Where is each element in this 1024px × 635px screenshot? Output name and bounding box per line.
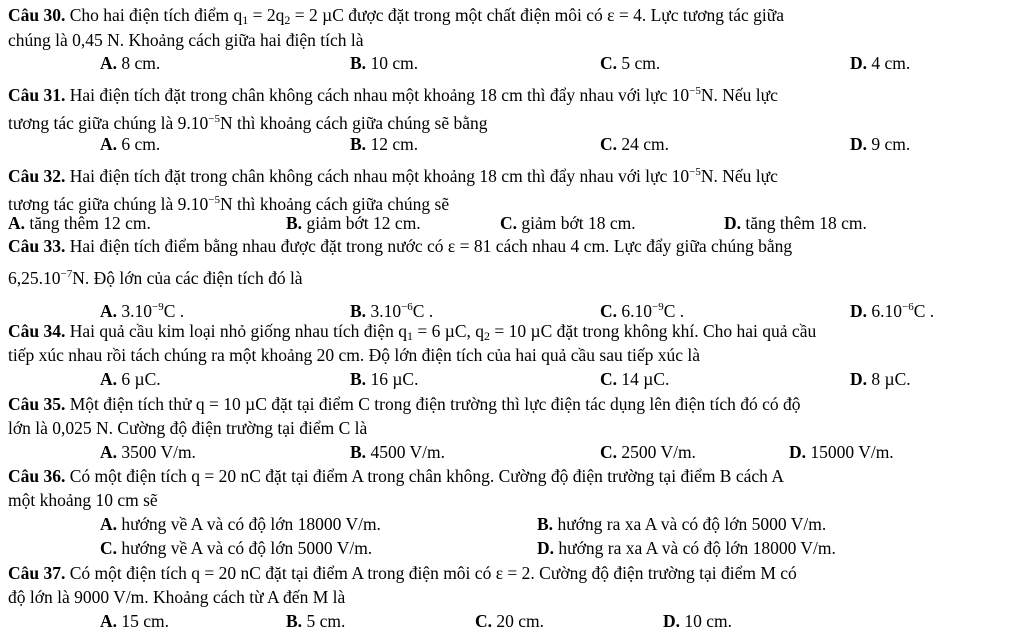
question-text: lớn là 0,025 N. Cường độ điện trường tại điểm C là (8, 418, 368, 438)
question-number: Câu 31. (8, 85, 66, 105)
math-exponent: −6 (902, 301, 914, 313)
question-number: Câu 32. (8, 166, 66, 186)
option-b (350, 133, 418, 155)
question-text: . Nếu lực (713, 85, 778, 105)
question-text: tương tác giữa chúng là (8, 194, 178, 214)
question-31-line2 (8, 108, 1014, 133)
option-text: giảm bớt 18 cm. (517, 213, 636, 233)
option-letter: A. (100, 514, 118, 534)
option-text: 8 µC. (867, 369, 911, 389)
question-text: Hai quả cầu kim loại nhỏ giống nhau tích điện q (65, 321, 408, 341)
option-text: 6 µC. (117, 369, 161, 389)
option-b (350, 368, 418, 390)
option-letter: C. (600, 442, 618, 462)
option-text: hướng ra xa A và có độ lớn 5000 V/m. (553, 514, 827, 534)
option-c (600, 441, 696, 463)
option-text: 14 µC. (617, 369, 670, 389)
option-text: 10 cm. (680, 611, 733, 631)
option-letter: D. (850, 53, 868, 73)
math-exponent: −5 (689, 166, 701, 178)
option-b (350, 441, 445, 463)
option-d (537, 537, 836, 559)
option-letter: A. (100, 134, 118, 154)
question-text: tiếp xúc nhau rồi tách chúng ra một khoảng 20 cm. Độ lớn điện tích của hai quả cầu sau tiếp xúc là (8, 345, 701, 365)
math-exponent: −5 (208, 194, 220, 206)
question-34-line1 (8, 320, 1014, 342)
option-b (350, 296, 433, 322)
option-text: 10 cm. (366, 53, 419, 73)
question-text: = 2q (248, 5, 285, 25)
math-unit: C . (412, 301, 434, 321)
question-33-line2 (8, 263, 1014, 288)
math-base: 3.10 (117, 301, 153, 321)
math-base: 6.10 (617, 301, 653, 321)
option-letter: B. (286, 611, 303, 631)
question-37-line1 (8, 562, 1014, 584)
option-text: 5 cm. (617, 53, 661, 73)
option-letter: C. (600, 369, 618, 389)
math-base: 10 (671, 166, 690, 186)
question-text: Một điện tích thử q = 10 µC đặt tại điểm C trong điện trường thì lực điện tác dụng lên điện tích đó có độ (65, 394, 801, 414)
option-letter: B. (350, 53, 367, 73)
option-d (663, 610, 732, 632)
option-a (8, 212, 151, 234)
option-text: 4500 V/m. (366, 442, 445, 462)
option-text: 15 cm. (117, 611, 170, 631)
option-text: hướng về A và có độ lớn 5000 V/m. (117, 538, 373, 558)
math-base: 3.10 (366, 301, 402, 321)
question-34-line2 (8, 344, 1014, 366)
question-31-line1 (8, 80, 1014, 105)
math-exponent: −6 (401, 301, 413, 313)
option-text: 20 cm. (492, 611, 545, 631)
question-30-line2 (8, 29, 1014, 51)
option-letter: C. (600, 134, 618, 154)
question-35-line2 (8, 417, 1014, 439)
math-unit: N (72, 268, 85, 288)
question-32-line1 (8, 161, 1014, 186)
question-text: thì khoảng cách giữa chúng sẽ bằng (232, 113, 488, 133)
math-exponent: −5 (689, 85, 701, 97)
option-d (850, 296, 934, 322)
option-b (537, 513, 826, 535)
question-text: . Độ lớn của các điện tích đó là (84, 268, 303, 288)
option-text: hướng về A và có độ lớn 18000 V/m. (117, 514, 381, 534)
option-b (286, 610, 345, 632)
math-exponent: −9 (152, 301, 164, 313)
subscript: 2 (284, 13, 291, 27)
math-base: 6.10 (867, 301, 903, 321)
option-letter: D. (663, 611, 681, 631)
option-letter: A. (100, 442, 118, 462)
question-37-line2 (8, 586, 1014, 608)
option-d (724, 212, 867, 234)
math-unit: N (219, 113, 233, 133)
math-unit: C . (163, 301, 185, 321)
question-text: = 6 µC, q (413, 321, 485, 341)
subscript: 1 (242, 13, 249, 27)
option-letter: D. (850, 301, 868, 321)
math-unit: C . (913, 301, 935, 321)
option-text: 9 cm. (867, 134, 911, 154)
question-text: = 2 µC được đặt trong một chất điện môi có ε = 4. Lực tương tác giữa (290, 5, 785, 25)
question-36-line1 (8, 465, 1014, 487)
option-c (600, 296, 684, 322)
question-32-line2 (8, 189, 1014, 214)
option-a (100, 368, 161, 390)
option-letter: D. (789, 442, 807, 462)
question-text: Hai điện tích điểm bằng nhau được đặt trong nước có ε = 81 cách nhau 4 cm. Lực đẩy giữa chúng bằng (65, 236, 793, 256)
option-c (500, 212, 636, 234)
option-text: tăng thêm 18 cm. (741, 213, 867, 233)
math-base: 10 (671, 85, 690, 105)
question-text: chúng là 0,45 N. Khoảng cách giữa hai điện tích là (8, 30, 364, 50)
question-text: Có một điện tích q = 20 nC đặt tại điểm A trong chân không. Cường độ điện trường tại điểm B cách A (65, 466, 784, 486)
option-letter: C. (100, 538, 118, 558)
math-exponent: −9 (652, 301, 664, 313)
option-d (850, 52, 910, 74)
question-text: thì khoảng cách giữa chúng sẽ (232, 194, 450, 214)
option-letter: C. (475, 611, 493, 631)
question-number: Câu 35. (8, 394, 66, 414)
option-letter: D. (850, 134, 868, 154)
option-letter: B. (350, 442, 367, 462)
option-letter: B. (286, 213, 303, 233)
option-text: 12 cm. (366, 134, 419, 154)
question-33-line1 (8, 235, 1014, 257)
option-letter: D. (850, 369, 868, 389)
question-number: Câu 33. (8, 236, 66, 256)
option-letter: D. (724, 213, 742, 233)
option-d (850, 368, 911, 390)
option-letter: C. (600, 53, 618, 73)
question-text: tương tác giữa chúng là (8, 113, 178, 133)
math-unit: N (700, 85, 714, 105)
option-letter: A. (100, 53, 118, 73)
option-d (850, 133, 910, 155)
option-d (789, 441, 894, 463)
option-text: 4 cm. (867, 53, 911, 73)
option-c (600, 52, 660, 74)
option-text: 15000 V/m. (806, 442, 894, 462)
question-text: một khoảng 10 cm sẽ (8, 490, 158, 510)
question-text: Hai điện tích đặt trong chân không cách nhau một khoảng 18 cm thì đẩy nhau với lực (65, 166, 672, 186)
option-text: 2500 V/m. (617, 442, 696, 462)
option-a (100, 133, 160, 155)
option-text: 5 cm. (302, 611, 346, 631)
option-text: 6 cm. (117, 134, 161, 154)
option-letter: A. (100, 301, 118, 321)
option-a (100, 513, 381, 535)
option-letter: C. (600, 301, 618, 321)
question-text: . Nếu lực (713, 166, 778, 186)
option-letter: D. (537, 538, 555, 558)
math-unit: N (219, 194, 233, 214)
question-text: độ lớn là 9000 V/m. Khoảng cách từ A đến M là (8, 587, 346, 607)
question-text: Hai điện tích đặt trong chân không cách nhau một khoảng 18 cm thì đẩy nhau với lực (65, 85, 672, 105)
subscript: 1 (407, 329, 414, 343)
subscript: 2 (484, 329, 491, 343)
option-text: giảm bớt 12 cm. (302, 213, 421, 233)
option-c (600, 133, 669, 155)
option-text: hướng ra xa A và có độ lớn 18000 V/m. (554, 538, 836, 558)
option-letter: B. (350, 369, 367, 389)
option-text: 8 cm. (117, 53, 161, 73)
question-number: Câu 30. (8, 5, 66, 25)
math-exponent: −5 (208, 113, 220, 125)
question-number: Câu 36. (8, 466, 66, 486)
math-base: 6,25.10 (8, 268, 61, 288)
option-a (100, 610, 169, 632)
question-35-line1 (8, 393, 1014, 415)
option-text: 24 cm. (617, 134, 670, 154)
question-text: Cho hai điện tích điểm q (69, 5, 243, 25)
question-36-line2 (8, 489, 1014, 511)
math-base: 9.10 (177, 113, 209, 133)
math-unit: C . (663, 301, 685, 321)
option-letter: A. (100, 611, 118, 631)
question-text: = 10 µC đặt trong không khí. Cho hai quả cầu (490, 321, 817, 341)
option-text: 16 µC. (366, 369, 419, 389)
question-text: Có một điện tích q = 20 nC đặt tại điểm A trong điện môi có ε = 2. Cường độ điện trường tại điểm M có (65, 563, 797, 583)
option-letter: B. (350, 134, 367, 154)
option-text: 3500 V/m. (117, 442, 196, 462)
option-letter: A. (8, 213, 26, 233)
option-a (100, 52, 160, 74)
option-c (600, 368, 669, 390)
option-letter: B. (537, 514, 554, 534)
option-c (475, 610, 544, 632)
option-b (286, 212, 421, 234)
option-c (100, 537, 372, 559)
math-base: 9.10 (177, 194, 209, 214)
option-a (100, 441, 196, 463)
option-a (100, 296, 184, 322)
option-b (350, 52, 418, 74)
option-letter: B. (350, 301, 367, 321)
option-letter: C. (500, 213, 518, 233)
question-30-line1 (8, 4, 1014, 26)
question-number: Câu 37. (8, 563, 66, 583)
question-number: Câu 34. (8, 321, 66, 341)
option-letter: A. (100, 369, 118, 389)
option-text: tăng thêm 12 cm. (25, 213, 151, 233)
math-exponent: −7 (60, 268, 73, 280)
math-unit: N (700, 166, 714, 186)
